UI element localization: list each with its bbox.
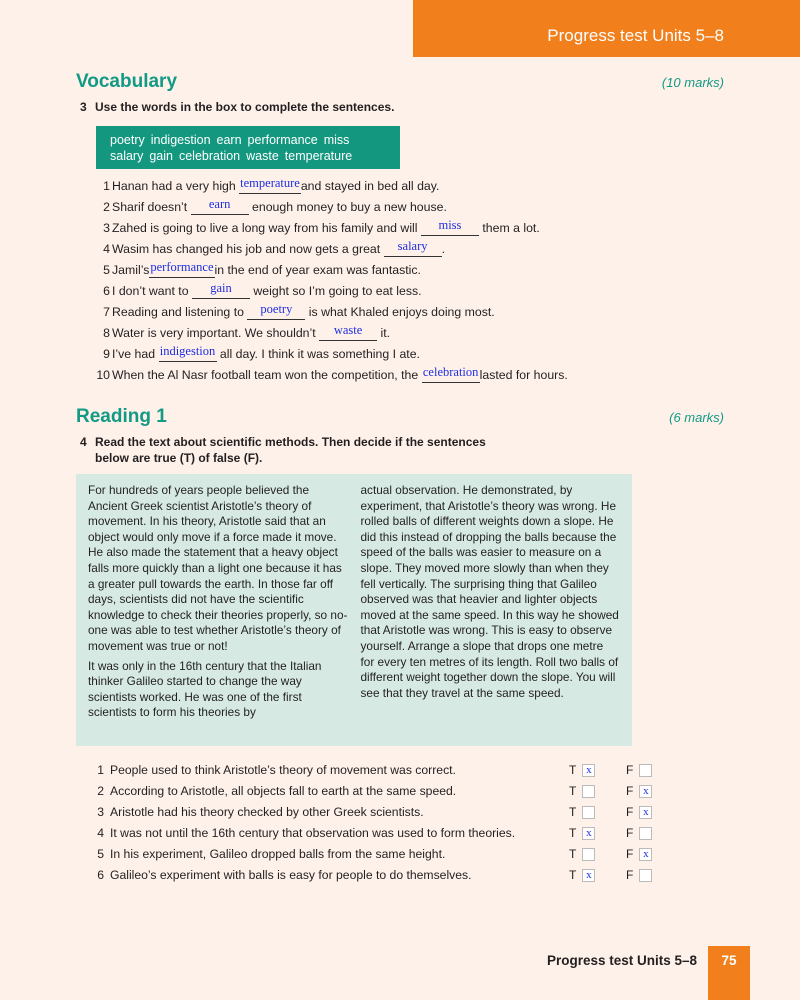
word-box-item: celebration	[178, 149, 241, 163]
sentence-text-before: Sharif doesn’t	[112, 200, 191, 214]
false-option	[626, 847, 652, 861]
sentence-text-after: .	[441, 242, 446, 256]
sentence-text-after: weight so I’m going to eat less.	[249, 284, 422, 298]
false-checkbox[interactable]: x	[639, 785, 652, 798]
sentence-text-after: is what Khaled enjoys doing most.	[305, 305, 495, 319]
answer-blank[interactable]	[159, 344, 217, 362]
false-checkbox[interactable]: x	[639, 848, 652, 861]
sentence	[84, 178, 439, 194]
question-row	[84, 763, 684, 784]
false-option	[626, 784, 652, 798]
true-checkbox[interactable]	[582, 848, 595, 861]
word-box-item: temperature	[284, 149, 353, 163]
reading-marks: (6 marks)	[669, 410, 724, 425]
false-label: F	[626, 868, 634, 882]
word-box-item: earn	[216, 133, 242, 147]
true-option	[569, 847, 595, 861]
answer-text[interactable]: earn	[208, 197, 231, 211]
word-box-item: salary	[110, 149, 144, 163]
false-label: F	[626, 847, 634, 861]
word-box	[96, 126, 400, 169]
sentence	[84, 220, 540, 236]
sentence-text-after: it.	[377, 326, 391, 340]
answer-text[interactable]: waste	[333, 323, 363, 337]
passage-paragraph: For hundreds of years people believed the Ancient Greek scientist Aristotle’s theory of movement. In his theory, Aristotle said that an object would only move if a force made it move. He also made the statement that a heavy object falls more quickly than a light one because it has a greater pull towards the earth. In those far off days, scientists did not have the scientific knowledge to check their theories properly, so no-one was able to test whether Aristotle’s theory of movement was true or not!	[88, 483, 348, 653]
sentence-number: 3	[103, 221, 110, 235]
sentence-number: 2	[103, 200, 110, 214]
question-number: 3	[97, 805, 104, 819]
question-row	[84, 868, 684, 889]
true-checkbox[interactable]: x	[582, 869, 595, 882]
answer-blank[interactable]	[319, 323, 377, 341]
true-label: T	[569, 805, 577, 819]
answer-text[interactable]: salary	[397, 239, 428, 253]
sentence-text-before: I don’t want to	[112, 284, 192, 298]
answer-blank[interactable]	[239, 176, 301, 194]
sentence	[84, 283, 422, 299]
header-banner	[413, 0, 800, 57]
sentence-number: 7	[103, 305, 110, 319]
reading-instruction: 4 Read the text about scientific methods. Then decide if the sentences below are true (T) of false (F).	[80, 435, 486, 465]
question-text: In his experiment, Galileo dropped balls from the same height.	[110, 847, 446, 861]
word-box-item: indigestion	[150, 133, 211, 147]
question-number: 5	[97, 847, 104, 861]
sentence-text-before: Wasim has changed his job and now gets a great	[112, 242, 384, 256]
sentence-text-before: I’ve had	[112, 347, 159, 361]
sentence-text-before: Zahed is going to live a long way from his family and will	[112, 221, 421, 235]
vocabulary-marks: (10 marks)	[661, 75, 724, 90]
answer-blank[interactable]	[191, 197, 249, 215]
true-option	[569, 805, 595, 819]
answer-blank[interactable]	[421, 218, 479, 236]
word-box-item: poetry	[110, 133, 145, 147]
sentence	[84, 199, 447, 215]
sentence-text-before: Water is very important. We shouldn’t	[112, 326, 320, 340]
question-text: Aristotle had his theory checked by other Greek scientists.	[110, 805, 424, 819]
true-label: T	[569, 826, 577, 840]
sentence-number: 9	[103, 347, 110, 361]
false-checkbox[interactable]: x	[639, 806, 652, 819]
question-list	[0, 763, 800, 889]
sentence	[84, 262, 421, 278]
sentence	[84, 325, 390, 341]
passage-paragraph: actual observation. He demonstrated, by experiment, that Aristotle’s theory was wrong. He rolled balls of different weights down a slope. He did this instead of dropping the balls because the speed of the balls was easier to measure on a slope. They moved more slowly than when they fell vertically. The surprising thing that Galileo observed was that heavier and lighter objects moved at the same speed. In this way he showed that Aristotle was wrong. This is easy to observe yourself. Arrange a slope that drops one metre for every ten metres of its length. Roll two balls of different weight together down the slope. You will see that they travel at the same speed.	[360, 483, 619, 700]
sentence-number: 10	[96, 368, 110, 382]
sentence	[84, 304, 495, 320]
question-row	[84, 847, 684, 868]
true-checkbox[interactable]: x	[582, 827, 595, 840]
sentence	[84, 346, 420, 362]
true-option	[569, 784, 595, 798]
vocabulary-heading: Vocabulary	[76, 71, 178, 92]
word-box-item: gain	[149, 149, 173, 163]
sentence	[84, 241, 445, 257]
answer-text[interactable]: temperature	[240, 176, 300, 190]
sentence-number: 5	[103, 263, 110, 277]
question-row	[84, 784, 684, 805]
question-number: 6	[97, 868, 104, 882]
false-checkbox[interactable]	[639, 764, 652, 777]
false-checkbox[interactable]	[639, 827, 652, 840]
reading-passage	[76, 474, 632, 746]
sentence-text-after: in the end of year exam was fantastic.	[214, 263, 421, 277]
answer-blank[interactable]	[247, 302, 305, 320]
reading-heading: Reading 1	[76, 406, 167, 427]
sentence-text-after: and stayed in bed all day.	[300, 179, 440, 193]
sentence-text-before: When the Al Nasr football team won the competition, the	[112, 368, 422, 382]
true-label: T	[569, 763, 577, 777]
false-label: F	[626, 805, 634, 819]
true-label: T	[569, 847, 577, 861]
true-option	[569, 763, 595, 777]
false-checkbox[interactable]	[639, 869, 652, 882]
question-row	[84, 805, 684, 826]
passage-column-left	[88, 483, 348, 734]
true-label: T	[569, 784, 577, 798]
question-number: 4	[97, 826, 104, 840]
sentence-text-after: enough money to buy a new house.	[248, 200, 447, 214]
sentence-text-before: Jamil’s	[112, 263, 150, 277]
false-label: F	[626, 826, 634, 840]
vocabulary-instruction: 3 Use the words in the box to complete the sentences.	[80, 100, 395, 114]
answer-text[interactable]: miss	[438, 218, 462, 232]
passage-column-right	[361, 483, 621, 734]
sentence-text-after: them a lot.	[478, 221, 540, 235]
question-text: People used to think Aristotle’s theory of movement was correct.	[110, 763, 456, 777]
sentence-text-after: all day. I think it was something I ate.	[216, 347, 420, 361]
question-number: 2	[97, 784, 104, 798]
header-title: Progress test Units 5–8	[547, 26, 724, 45]
sentence-number: 8	[103, 326, 110, 340]
false-option	[626, 805, 652, 819]
false-option	[626, 868, 652, 882]
word-box-item: performance	[247, 133, 318, 147]
question-row	[84, 826, 684, 847]
answer-text[interactable]: poetry	[260, 302, 293, 316]
sentence	[84, 367, 568, 383]
answer-text[interactable]: indigestion	[159, 344, 216, 358]
page-number: 75	[708, 946, 750, 1000]
answer-text[interactable]: celebration	[422, 365, 479, 379]
false-label: F	[626, 763, 634, 777]
true-checkbox[interactable]	[582, 785, 595, 798]
answer-text[interactable]: performance	[150, 260, 214, 274]
word-box-item: waste	[246, 149, 279, 163]
footer-title: Progress test Units 5–8	[546, 953, 697, 968]
true-option	[569, 826, 595, 840]
false-option	[626, 763, 652, 777]
sentence-number: 4	[103, 242, 110, 256]
sentence-text-before: Reading and listening to	[112, 305, 248, 319]
word-box-item: miss	[323, 133, 350, 147]
question-text: Galileo’s experiment with balls is easy for people to do themselves.	[110, 868, 472, 882]
true-option	[569, 868, 595, 882]
sentence-number: 1	[103, 179, 110, 193]
sentence-text-after: lasted for hours.	[479, 368, 568, 382]
answer-blank[interactable]	[149, 260, 214, 278]
false-option	[626, 826, 652, 840]
answer-blank[interactable]	[384, 239, 442, 257]
sentence-number: 6	[103, 284, 110, 298]
question-number: 1	[97, 763, 104, 777]
answer-blank[interactable]	[192, 281, 250, 299]
true-checkbox[interactable]	[582, 806, 595, 819]
sentence-text-before: Hanan had a very high	[112, 179, 240, 193]
true-label: T	[569, 868, 577, 882]
question-text: According to Aristotle, all objects fall to earth at the same speed.	[110, 784, 457, 798]
false-label: F	[626, 784, 634, 798]
answer-blank[interactable]	[422, 365, 480, 383]
true-checkbox[interactable]: x	[582, 764, 595, 777]
question-text: It was not until the 16th century that observation was used to form theories.	[110, 826, 516, 840]
answer-text[interactable]: gain	[210, 281, 232, 295]
passage-paragraph: It was only in the 16th century that the Italian thinker Galileo started to change the way scientists worked. He was one of the first scientists to form his theories by	[88, 658, 322, 720]
